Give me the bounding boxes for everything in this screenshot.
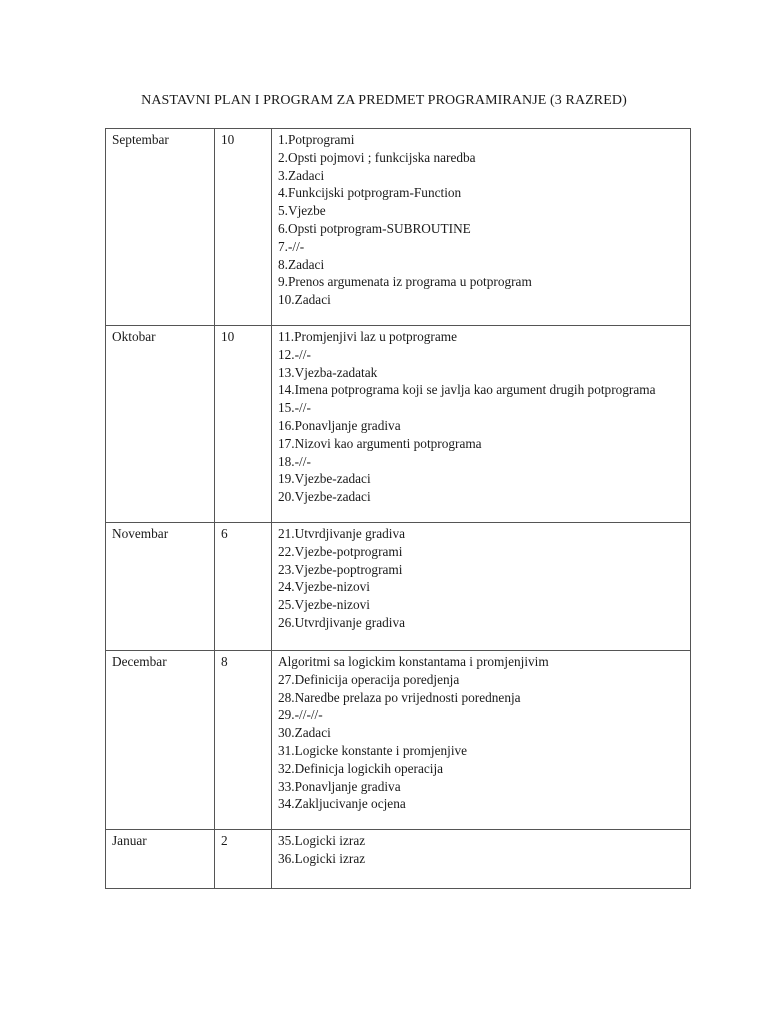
topic-item: 21.Utvrdjivanje gradiva xyxy=(278,526,406,541)
month-cell: Septembar xyxy=(106,129,215,326)
topics-cell xyxy=(272,830,691,889)
table-row xyxy=(106,326,691,523)
topic-item: 34.Zakljucivanje ocjena xyxy=(278,796,406,812)
topics-cell xyxy=(272,651,691,830)
topic-item: 8.Zadaci xyxy=(278,256,325,272)
hours-cell: 8 xyxy=(215,651,272,830)
topic-item: 33.Ponavljanje gradiva xyxy=(278,778,401,794)
topic-item: 13.Vjezba-zadatak xyxy=(278,364,378,380)
topics-cell xyxy=(272,326,691,523)
topic-item: 26.Utvrdjivanje gradiva xyxy=(278,614,406,630)
topic-item: 15.-//- xyxy=(278,400,311,416)
curriculum-table xyxy=(105,128,691,889)
topic-item: 9.Prenos argumenata iz programa u potprogram xyxy=(278,274,532,290)
topic-item: 16.Ponavljanje gradiva xyxy=(278,417,401,433)
month-cell: Oktobar xyxy=(106,326,215,523)
topic-item: 6.Opsti potprogram-SUBROUTINE xyxy=(278,220,471,236)
topic-item: 14.Imena potprograma koji se javlja kao argument drugih potprograma xyxy=(278,382,656,398)
table-row xyxy=(106,651,691,830)
topic-item: 25.Vjezbe-nizovi xyxy=(278,597,370,613)
topic-item: 7.-//- xyxy=(278,238,305,254)
curriculum-table-body xyxy=(106,129,691,889)
table-row xyxy=(106,523,691,651)
topic-item: 12.-//- xyxy=(278,346,311,362)
topic-item: Algoritmi sa logickim konstantama i promjenjivim xyxy=(278,654,549,669)
topic-item: 2.Opsti pojmovi ; funkcijska naredba xyxy=(278,149,476,165)
hours-cell: 6 xyxy=(215,523,272,651)
topic-item: 10.Zadaci xyxy=(278,292,331,308)
topics-cell xyxy=(272,129,691,326)
topic-item: 30.Zadaci xyxy=(278,725,331,741)
topic-item: 24.Vjezbe-nizovi xyxy=(278,579,370,595)
month-cell: Januar xyxy=(106,830,215,889)
topic-item: 18.-//- xyxy=(278,453,311,469)
topic-item: 17.Nizovi kao argumenti potprograma xyxy=(278,435,482,451)
topic-item: 36.Logicki izraz xyxy=(278,850,366,866)
table-row xyxy=(106,129,691,326)
topic-item: 3.Zadaci xyxy=(278,167,325,183)
topic-item: 22.Vjezbe-potprogrami xyxy=(278,543,403,559)
topic-item: 35.Logicki izraz xyxy=(278,833,366,848)
topics-cell xyxy=(272,523,691,651)
topic-item: 23.Vjezbe-poptrogrami xyxy=(278,561,403,577)
table-row xyxy=(106,830,691,889)
topic-item: 32.Definicja logickih operacija xyxy=(278,760,444,776)
topic-item: 28.Naredbe prelaza po vrijednosti porednenja xyxy=(278,689,521,705)
hours-cell: 10 xyxy=(215,326,272,523)
hours-cell: 2 xyxy=(215,830,272,889)
topic-item: 5.Vjezbe xyxy=(278,203,326,219)
topic-item: 27.Definicija operacija poredjenja xyxy=(278,671,460,687)
topic-item: 31.Logicke konstante i promjenjive xyxy=(278,742,468,758)
topic-item: 4.Funkcijski potprogram-Function xyxy=(278,185,462,201)
topic-item: 19.Vjezbe-zadaci xyxy=(278,471,371,487)
topic-item: 29.-//-//- xyxy=(278,707,323,723)
topic-item: 1.Potprogrami xyxy=(278,132,355,147)
document-title: NASTAVNI PLAN I PROGRAM ZA PREDMET PROGRAMIRANJE (3 RAZRED) xyxy=(141,93,627,108)
hours-cell: 10 xyxy=(215,129,272,326)
topic-item: 20.Vjezbe-zadaci xyxy=(278,489,371,505)
topic-item: 11.Promjenjivi laz u potprograme xyxy=(278,329,457,344)
month-cell: Decembar xyxy=(106,651,215,830)
month-cell: Novembar xyxy=(106,523,215,651)
